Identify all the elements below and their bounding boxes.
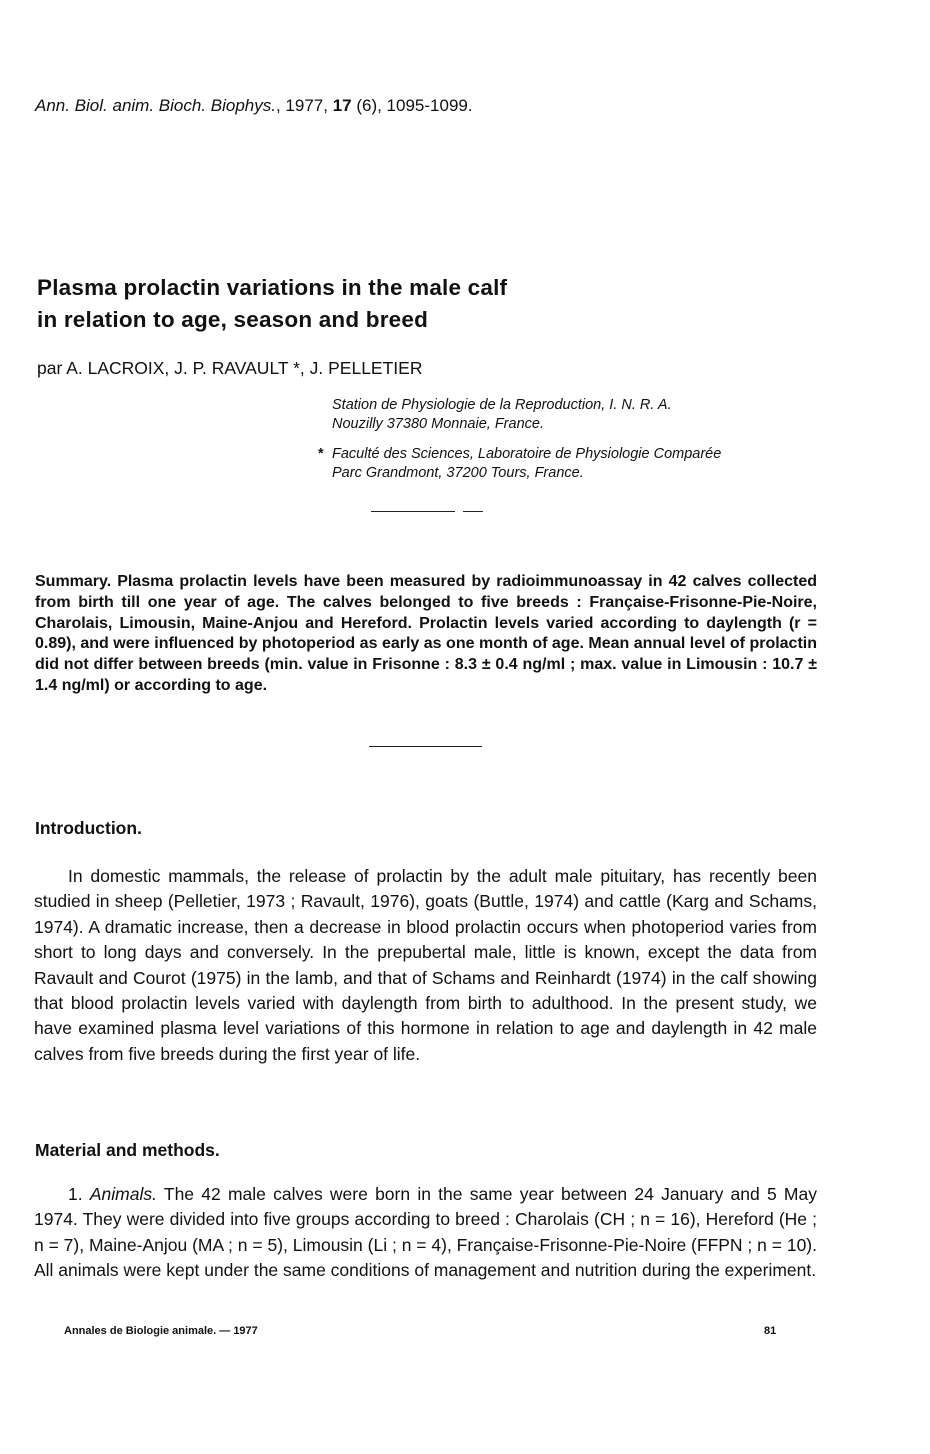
methods-text: The 42 male calves were born in the same year between 24 January and 5 May 1974. They were divided into five groups according to breed : Charolais (CH ; n = 16), Hereford (He ; n = 7), Maine-Anjou (MA ; n = 5), Limousin (Li ; n = 4), Française-Frisonne-Pie-Noire (FFPN ; n = 10). All animals were kept under the same conditions of management and nutrition during the experiment.: [34, 1184, 817, 1281]
introduction-body: [34, 864, 817, 1067]
separator-rule-top: [371, 511, 455, 512]
introduction-heading: Introduction.: [35, 818, 142, 838]
page-number: 81: [764, 1325, 777, 1337]
introduction-paragraph: In domestic mammals, the release of prolactin by the adult male pituitary, has recently been studied in sheep (Pelletier, 1973 ; Ravault, 1976), goats (Buttle, 1974) and cattle (Karg and Schams, 1974). A dramatic increase, then a decrease in blood prolactin occurs when photoperiod varies from short to long days and conversely. In the prepubertal male, little is known, except the data from Ravault and Courot (1975) in the lamb, and that of Schams and Reinhardt (1974) in the calf showing that blood prolactin levels varied with daylength from birth to adulthood. In the present study, we have examined plasma level variations of this hormone in relation to age and daylength in 42 male calves from five breeds during the first year of life.: [34, 866, 817, 1064]
journal-citation: [35, 96, 473, 116]
title-line-2: in relation to age, season and breed: [37, 307, 429, 332]
methods-paragraph: [34, 1182, 817, 1284]
affiliation-inra: [332, 396, 852, 434]
affiliation-1-line-2: Nouzilly 37380 Monnaie, France.: [332, 416, 544, 432]
citation-journal: Ann. Biol. anim. Bioch. Biophys.: [35, 96, 276, 115]
methods-item-label: Animals.: [89, 1184, 157, 1204]
footer-journal: Annales de Biologie animale. — 1977: [64, 1325, 258, 1337]
affiliation-2-marker: *: [318, 446, 324, 462]
title-line-1: Plasma prolactin variations in the male calf: [37, 275, 508, 300]
article-title: [37, 272, 677, 336]
citation-year: , 1977,: [275, 96, 333, 115]
summary-label: Summary.: [35, 573, 112, 590]
citation-issue-pages: (6), 1095-1099.: [351, 96, 473, 115]
separator-rule-top-dash: [463, 511, 483, 512]
summary-abstract: [35, 572, 817, 697]
affiliation-2-line-2: Parc Grandmont, 37200 Tours, France.: [332, 465, 584, 481]
methods-heading: Material and methods.: [35, 1140, 220, 1160]
methods-body: [34, 1182, 817, 1284]
affiliation-faculte: [318, 445, 838, 483]
author-line: par A. LACROIX, J. P. RAVAULT *, J. PELLETIER: [37, 358, 423, 378]
methods-item-number: 1.: [68, 1184, 83, 1204]
citation-volume: 17: [332, 96, 352, 115]
summary-text: Plasma prolactin levels have been measured by radioimmunoassay in 42 calves collected from birth till one year of age. The calves belonged to five breeds : Française-Frisonne-Pie-Noire, Charolais, Limousin, Maine-Anjou and Hereford. Prolactin levels varied according to daylength (r = 0.89), and were influenced by photoperiod as early as one month of age. Mean annual level of prolactin did not differ between breeds (min. value in Frisonne : 8.3 ± 0.4 ng/ml ; max. value in Limousin : 10.7 ± 1.4 ng/ml) or according to age.: [35, 573, 817, 694]
separator-rule-bottom: [369, 746, 482, 747]
affiliation-2-line-1: Faculté des Sciences, Laboratoire de Physiologie Comparée: [332, 446, 722, 462]
affiliation-1-line-1: Station de Physiologie de la Reproduction, I. N. R. A.: [332, 397, 672, 413]
